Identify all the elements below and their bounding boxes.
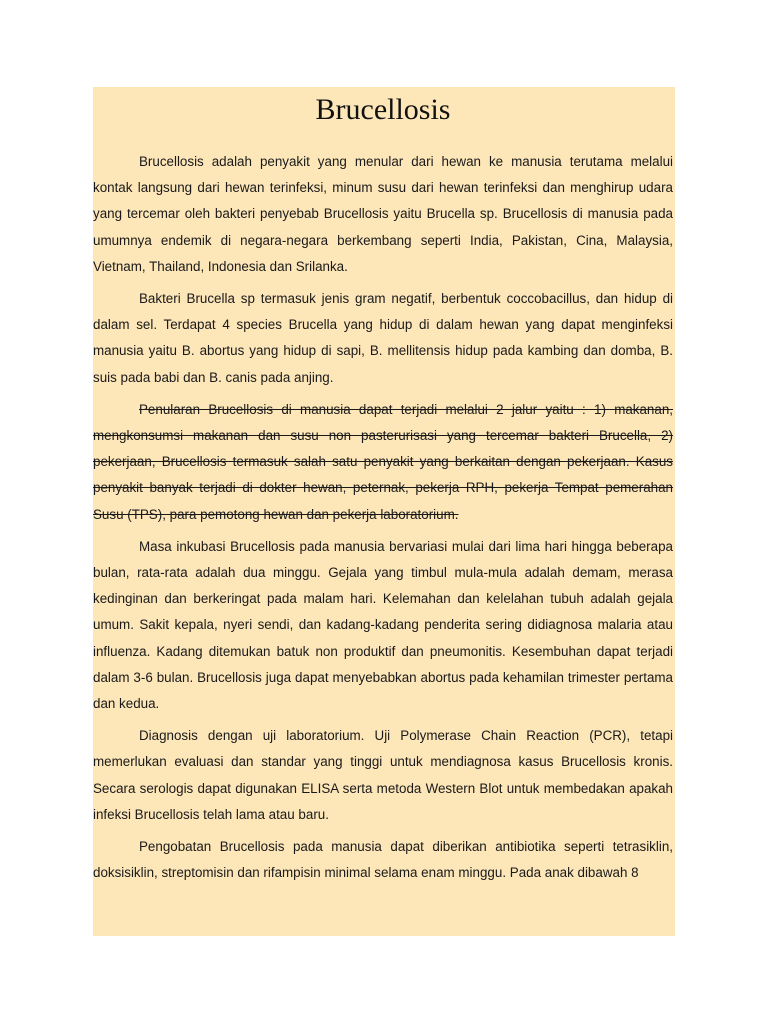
- document-page: [93, 87, 675, 936]
- paragraph-bacteria: Bakteri Brucella sp termasuk jenis gram negatif, berbentuk coccobacillus, dan hidup di dalam sel. Terdapat 4 species Brucella yang hidup di dalam hewan yang dapat menginfeksi manusia yaitu B. abortus yang hidup di sapi, B. mellitensis hidup pada kambing dan domba, B. suis pada babi dan B. canis pada anjing.: [93, 291, 673, 385]
- paragraph-incubation: Masa inkubasi Brucellosis pada manusia bervariasi mulai dari lima hari hingga beberapa bulan, rata-rata adalah dua minggu. Gejala yang timbul mula-mula adalah demam, merasa kedinginan dan berkeringat pada malam hari. Kelemahan dan kelelahan tubuh adalah gejala umum. Sakit kepala, nyeri sendi, dan kadang-kadang penderita sering didiagnosa malaria atau influenza. Kadang ditemukan batuk non produktif dan pneumonitis. Kesembuhan dapat terjadi dalam 3-6 bulan. Brucellosis juga dapat menyebabkan abortus pada kehamilan trimester pertama dan kedua.: [93, 538, 673, 712]
- paragraph-diagnosis: Diagnosis dengan uji laboratorium. Uji Polymerase Chain Reaction (PCR), tetapi memerlukan evaluasi dan standar yang tinggi untuk mendiagnosa kasus Brucellosis kronis. Secara serologis dapat digunakan ELISA serta metoda Western Blot untuk membedakan apakah infeksi Brucellosis telah lama atau baru.: [93, 728, 673, 822]
- paragraph-definition: Brucellosis adalah penyakit yang menular dari hewan ke manusia terutama melalui kontak langsung dari hewan terinfeksi, minum susu dari hewan terinfeksi dan menghirup udara yang tercemar oleh bakteri penyebab Brucellosis yaitu Brucella sp. Brucellosis di manusia pada umumnya endemik di negara-negara berkembang seperti India, Pakistan, Cina, Malaysia, Vietnam, Thailand, Indonesia dan Srilanka.: [93, 154, 673, 274]
- paragraph-treatment: Pengobatan Brucellosis pada manusia dapat diberikan antibiotika seperti tetrasiklin, doksisiklin, streptomisin dan rifampisin minimal selama enam minggu. Pada anak dibawah 8: [93, 839, 673, 881]
- paragraph-transmission-struck: Penularan Brucellosis di manusia dapat terjadi melalui 2 jalur yaitu : 1) makanan, mengkonsumsi makanan dan susu non pasterurisasi yang tercemar bakteri Brucella, 2) pekerjaan, Brucellosis termasuk salah satu penyakit yang berkaitan dengan pekerjaan. Kasus penyakit banyak terjadi di dokter hewan, peternak, pekerja RPH, pekerja Tempat pemerahan Susu (TPS), para pemotong hewan dan pekerja laboratorium.: [93, 401, 673, 522]
- document-title: Brucellosis: [315, 93, 451, 126]
